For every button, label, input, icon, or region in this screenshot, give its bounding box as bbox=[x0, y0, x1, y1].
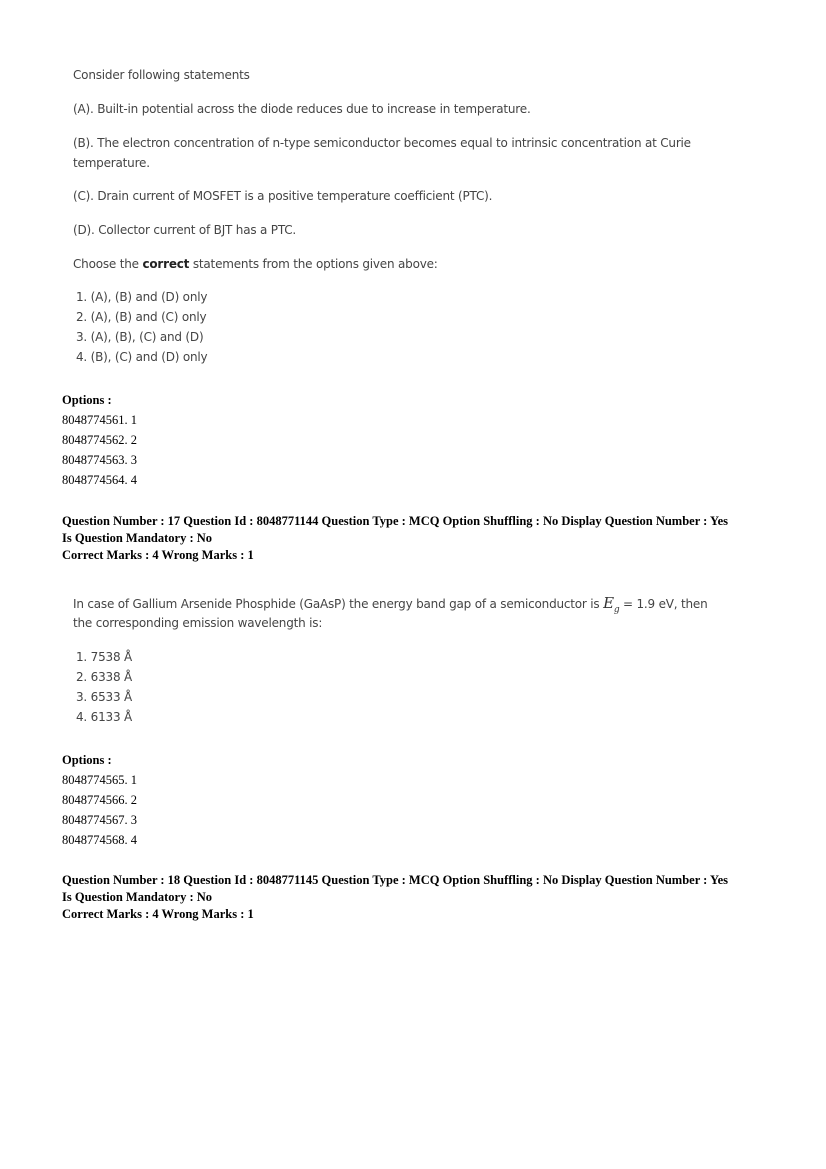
q16-options-label: Options : bbox=[62, 393, 112, 407]
q16-option-1: 8048774561. 1 bbox=[62, 413, 137, 427]
q16-choose-instruction: Choose the correct statements from the options given above: bbox=[73, 257, 438, 271]
q16-statement-b: (B). The electron concentration of n-type semiconductor becomes equal to intrinsic concentration at Curie bbox=[73, 136, 691, 150]
q16-option-4: 8048774564. 4 bbox=[62, 473, 137, 487]
q16-choice-3: 3. (A), (B), (C) and (D) bbox=[76, 330, 204, 344]
q18-meta bbox=[62, 872, 728, 923]
q17-choice-2: 2. 6338 Å bbox=[76, 670, 133, 684]
q16-choice-2: 2. (A), (B) and (C) only bbox=[76, 310, 207, 324]
q17-option-3: 8048774567. 3 bbox=[62, 813, 137, 827]
q17-option-2: 8048774566. 2 bbox=[62, 793, 137, 807]
energy-gap-symbol: $E_g$ bbox=[603, 594, 620, 615]
q17-question-image bbox=[73, 594, 773, 734]
q17-meta-line3: Correct Marks : 4 Wrong Marks : 1 bbox=[62, 548, 254, 562]
q17-choice-3: 3. 6533 Å bbox=[76, 690, 133, 704]
q16-statement-d: (D). Collector current of BJT has a PTC. bbox=[73, 223, 297, 237]
q17-question-text-line2: the corresponding emission wavelength is: bbox=[73, 616, 323, 630]
q17-option-4: 8048774568. 4 bbox=[62, 833, 137, 847]
q18-meta-line2: Is Question Mandatory : No bbox=[62, 890, 213, 904]
q18-meta-line1: Question Number : 18 Question Id : 8048771145 Question Type : MCQ Option Shuffling : No Display Question Number : Yes bbox=[62, 873, 729, 887]
q16-option-2: 8048774562. 2 bbox=[62, 433, 137, 447]
q16-question-image bbox=[73, 68, 773, 368]
q17-meta-line1: Question Number : 17 Question Id : 8048771144 Question Type : MCQ Option Shuffling : No Display Question Number : Yes bbox=[62, 514, 729, 528]
q16-statement-a: (A). Built-in potential across the diode reduces due to increase in temperature. bbox=[73, 102, 531, 116]
q17-options-label: Options : bbox=[62, 753, 112, 767]
q17-question-text: In case of Gallium Arsenide Phosphide (GaAsP) the energy band gap of a semiconductor is $E_g = 1.9$ eV, then bbox=[73, 594, 708, 615]
q16-statement-b-cont: temperature. bbox=[73, 156, 150, 170]
q17-options bbox=[62, 750, 137, 850]
q16-statement-c: (C). Drain current of MOSFET is a positive temperature coefficient (PTC). bbox=[73, 189, 493, 203]
q16-options bbox=[62, 390, 137, 490]
q16-option-3: 8048774563. 3 bbox=[62, 453, 137, 467]
q18-meta-line3: Correct Marks : 4 Wrong Marks : 1 bbox=[62, 907, 254, 921]
q17-meta bbox=[62, 513, 728, 564]
q17-choice-1: 1. 7538 Å bbox=[76, 650, 133, 664]
q17-meta-line2: Is Question Mandatory : No bbox=[62, 531, 213, 545]
q16-choice-4: 4. (B), (C) and (D) only bbox=[76, 350, 208, 364]
q16-intro: Consider following statements bbox=[73, 68, 250, 82]
q16-choice-1: 1. (A), (B) and (D) only bbox=[76, 290, 208, 304]
q17-choice-4: 4. 6133 Å bbox=[76, 710, 133, 724]
q17-option-1: 8048774565. 1 bbox=[62, 773, 137, 787]
